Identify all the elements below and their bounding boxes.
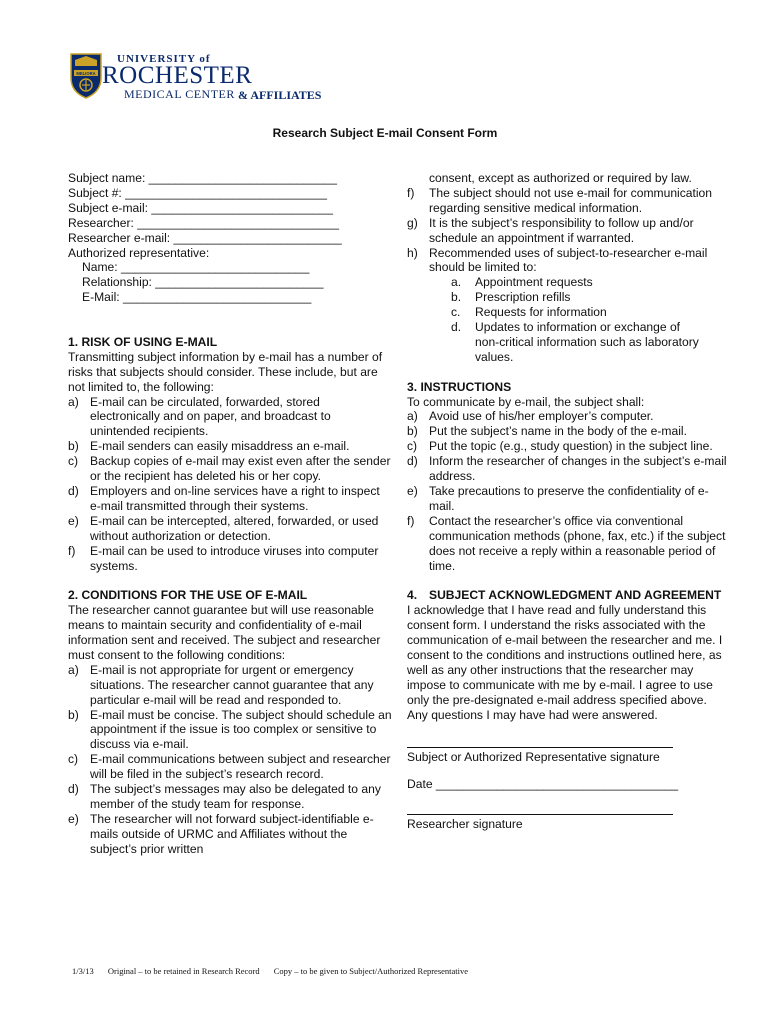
section3-heading: 3. INSTRUCTIONS [407,379,512,394]
section2-continued: consent, except as authorized or required by law. [429,171,692,185]
list-item: c) Put the topic (e.g., study question) in the subject line. [407,439,713,454]
list-item: b) E-mail senders can easily misaddress an e-mail. [68,439,350,454]
sub-list-item: b. Prescription refills [451,290,571,305]
list-item: e) The researcher will not forward subject-identifiable e-mails outside of URMC and Affiliates without the subject’s prior written [68,811,374,856]
sub-list-item: d. Updates to information or exchange of non-critical information such as laboratory values. [451,320,699,364]
footer-copy: Copy – to be given to Subject/Authorized Representative [273,966,469,976]
list-item: g) It is the subject’s responsibility to follow up and/or schedule an appointment if warranted. [407,215,694,245]
list-item: f) The subject should not use e-mail for communication regarding sensitive medical information. [407,185,712,215]
subject-signature-line[interactable] [407,737,673,748]
researcher-field[interactable]: Researcher: ______________________________ [68,215,340,230]
footer [72,966,480,976]
subject-number-field[interactable]: Subject #: ______________________________ [68,185,327,200]
logo-affiliates: & AFFILIATES [238,88,322,102]
subject-name-field[interactable]: Subject name: ____________________________ [68,171,337,185]
list-item: b) Put the subject’s name in the body of the e-mail. [407,424,687,439]
researcher-email-field[interactable]: Researcher e-mail: _________________________ [68,230,342,245]
list-item: e) E-mail can be intercepted, altered, forwarded, or used without authorization or detection. [68,513,379,543]
section4-text: I acknowledge that I have read and fully understand this consent form. I understand the risks associated with the communication of e-mail between the researcher and me. I consent to the conditions and instructions outlined here, as well as any other instructions that the researcher may impose to communicate with me by e-mail. I agree to use only the pre-designated e-mail address specified above. Any questions I may have had were answered. [407,603,723,722]
logo-medical-center: MEDICAL CENTER [124,87,235,101]
authorized-rep-label: Authorized representative: [68,245,210,260]
footer-original: Original – to be retained in Research Record [107,966,260,976]
list-item: d) Employers and on-line services have a right to inspect e-mail transmitted through their systems. [68,484,380,513]
logo-rochester: ROCHESTER [102,62,253,89]
section1-heading: 1. RISK OF USING E-MAIL [68,334,218,349]
list-item: d) The subject’s messages may also be delegated to any member of the study team for response. [68,782,381,812]
list-item: h) Recommended uses of subject-to-researcher e-mail should be limited to: [407,245,708,275]
section4-heading: 4. SUBJECT ACKNOWLEDGMENT AND AGREEMENT [407,588,722,603]
list-item: c) E-mail communications between subject and researcher will be filed in the subject’s research record. [68,752,391,782]
researcher-signature-label: Researcher signature [407,817,523,832]
list-item: a) E-mail is not appropriate for urgent or emergency situations. The researcher cannot guarantee that any particular e-mail will be read and responded to. [68,662,374,707]
section2-heading: 2. CONDITIONS FOR THE USE OF E-MAIL [68,588,308,603]
section1-intro: Transmitting subject information by e-mail has a number of risks that subjects should consider. These include, but are not limited to, the following: [68,349,383,394]
logo [68,50,338,102]
list-item: e) Take precautions to preserve the confidentiality of e-mail. [407,484,709,513]
footer-date: 1/3/13 [72,966,94,976]
section2-intro: The researcher cannot guarantee but will use reasonable means to maintain security and confidentiality of e-mail information sent and received. The subject and researcher must consent to the following conditions: [68,603,381,662]
list-item: f) E-mail can be used to introduce viruses into computer systems. [68,543,379,573]
right-column [407,171,727,832]
section3-intro: To communicate by e-mail, the subject shall: [407,394,645,409]
sub-list-item: c. Requests for information [451,305,607,320]
researcher-signature-line[interactable] [407,804,673,815]
list-item: f) Contact the researcher’s office via conventional communication methods (phone, fax, etc.) if the subject does not receive a reply within a reasonable period of time. [407,513,726,573]
list-item: a) Avoid use of his/her employer’s computer. [407,409,654,424]
rep-relationship-field[interactable]: Relationship: _________________________ [82,275,324,290]
subject-email-field[interactable]: Subject e-mail: ___________________________ [68,200,333,215]
list-item: d) Inform the researcher of changes in the subject’s e-mail address. [407,454,727,484]
logo-university: UNIVERSITY of [117,53,211,65]
form-title: Research Subject E-mail Consent Form [272,126,498,140]
list-item: c) Backup copies of e-mail may exist even after the sender or the recipient has deleted his or her copy. [68,454,391,484]
subject-signature-label: Subject or Authorized Representative signature [407,750,660,765]
sub-list-item: a. Appointment requests [451,275,593,290]
rep-email-field[interactable]: E-Mail: ____________________________ [82,290,312,305]
left-column [68,171,393,857]
date-field[interactable]: Date ____________________________________ [407,777,679,792]
seal-motto: MELIORA [76,71,96,76]
list-item: a) E-mail can be circulated, forwarded, stored electronically and on paper, and broadcast to unintended recipients. [68,394,331,439]
rep-name-field[interactable]: Name: ____________________________ [82,260,310,275]
seal-icon [68,52,104,100]
list-item: b) E-mail must be concise. The subject should schedule an appointment if the issue is too complex or sensitive to discuss via e-mail. [68,707,392,752]
